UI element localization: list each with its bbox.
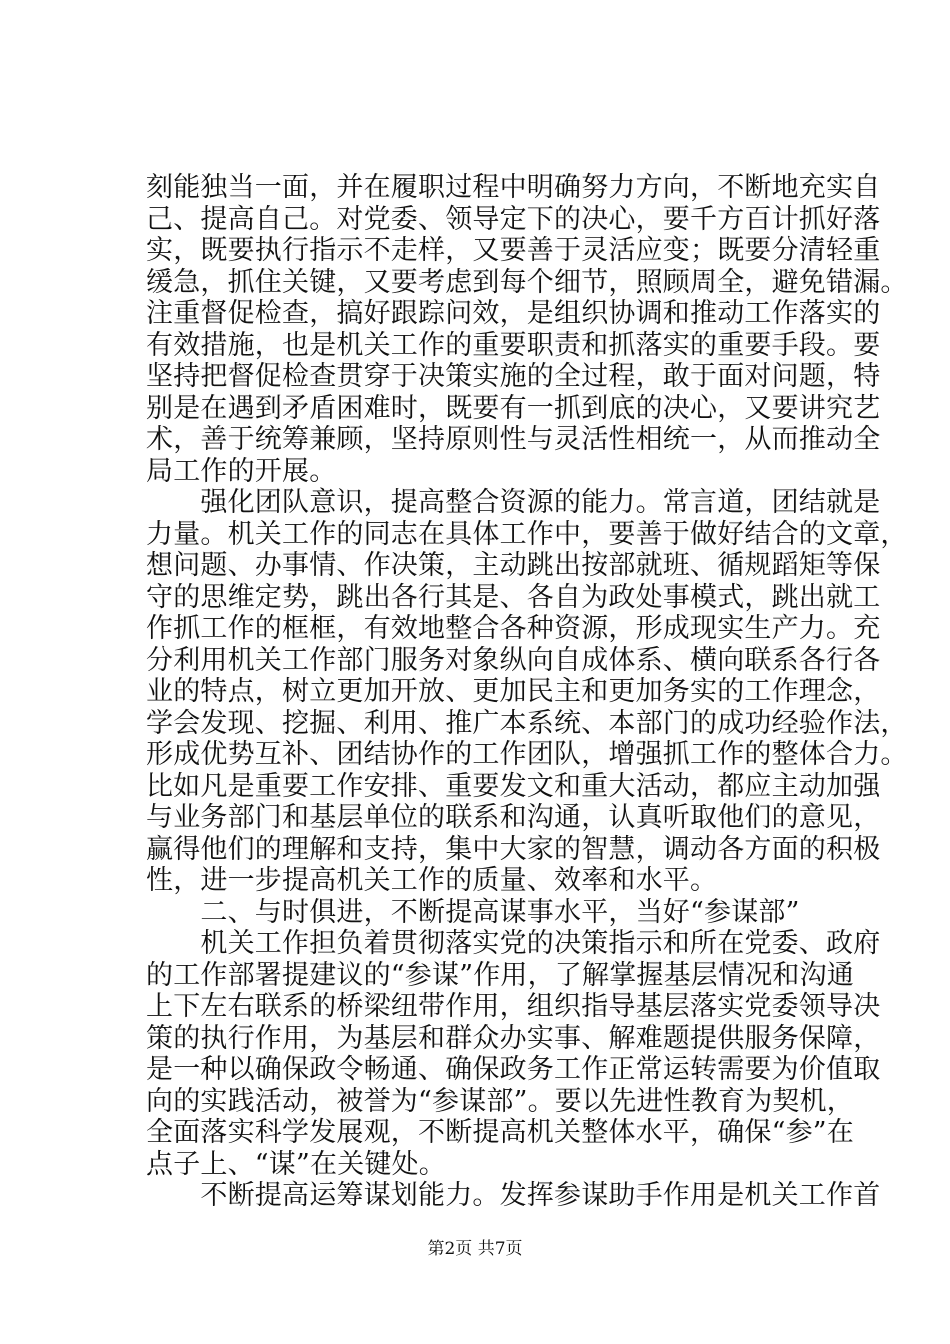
text-line: 坚持把督促检查贯穿于决策实施的全过程，敢于面对问题，特 <box>146 361 881 392</box>
text-line: 实，既要执行指示不走样，又要善于灵活应变；既要分清轻重 <box>146 235 881 266</box>
text-line: 刻能独当一面，并在履职过程中明确努力方向，不断地充实自 <box>146 172 881 203</box>
text-line: 比如凡是重要工作安排、重要发文和重大活动，都应主动加强 <box>146 770 881 802</box>
body-text <box>146 172 908 1212</box>
text-line: 的工作部署提建议的“参谋”作用，了解掌握基层情况和沟通 <box>146 959 855 991</box>
text-line: 力量。机关工作的同志在具体工作中，要善于做好结合的文章， <box>146 518 908 550</box>
text-line: 术，善于统筹兼顾，坚持原则性与灵活性相统一，从而推动全 <box>146 424 881 455</box>
text-line: 赢得他们的理解和支持，集中大家的智慧，调动各方面的积极 <box>146 833 881 865</box>
text-line: 是一种以确保政令畅通、确保政务工作正常运转需要为价值取 <box>146 1054 881 1085</box>
page-number-footer: 第2页 共7页 <box>427 1239 523 1259</box>
text-line: 全面落实科学发展观，不断提高机关整体水平，确保“参”在 <box>146 1117 855 1148</box>
text-line: 想问题、办事情、作决策，主动跳出按部就班、循规蹈矩等保 <box>146 550 881 581</box>
text-line: 局工作的开展。 <box>146 455 337 487</box>
text-line: 分利用机关工作部门服务对象纵向自成体系、横向联系各行各 <box>146 644 881 676</box>
section-heading: 二、与时俱进，不断提高谋事水平，当好“参谋部” <box>146 896 800 928</box>
text-line: 上下左右联系的桥梁纽带作用，组织指导基层落实党委领导决 <box>146 991 881 1022</box>
text-line: 有效措施，也是机关工作的重要职责和抓落实的重要手段。要 <box>146 329 881 361</box>
text-line: 守的思维定势，跳出各行其是、各自为政处事模式，跳出就工 <box>146 581 881 613</box>
text-line: 不断提高运筹谋划能力。发挥参谋助手作用是机关工作首 <box>146 1180 881 1211</box>
text-line: 点子上、“谋”在关键处。 <box>146 1148 447 1180</box>
text-line: 向的实践活动，被誉为“参谋部”。要以先进性教育为契机， <box>146 1085 855 1117</box>
text-line: 学会发现、挖掘、利用、推广本系统、本部门的成功经验作法， <box>146 707 908 739</box>
text-line: 形成优势互补、团结协作的工作团队，增强抓工作的整体合力。 <box>146 739 908 770</box>
text-line: 策的执行作用，为基层和群众办实事、解难题提供服务保障， <box>146 1022 881 1054</box>
text-line: 注重督促检查，搞好跟踪问效，是组织协调和推动工作落实的 <box>146 298 881 329</box>
text-line: 业的特点，树立更加开放、更加民主和更加务实的工作理念， <box>146 676 881 707</box>
text-line: 别是在遇到矛盾困难时，既要有一抓到底的决心，又要讲究艺 <box>146 392 881 424</box>
text-line: 强化团队意识，提高整合资源的能力。常言道，团结就是 <box>146 487 881 518</box>
text-line: 机关工作担负着贯彻落实党的决策指示和所在党委、政府 <box>146 928 881 959</box>
text-line: 缓急，抓住关键，又要考虑到每个细节，照顾周全，避免错漏。 <box>146 266 908 298</box>
text-line: 性，进一步提高机关工作的质量、效率和水平。 <box>146 865 718 896</box>
text-line: 作抓工作的框框，有效地整合各种资源，形成现实生产力。充 <box>146 613 881 644</box>
text-line: 与业务部门和基层单位的联系和沟通，认真听取他们的意见， <box>146 802 881 833</box>
text-line: 己、提高自己。对党委、领导定下的决心，要千方百计抓好落 <box>146 203 881 235</box>
